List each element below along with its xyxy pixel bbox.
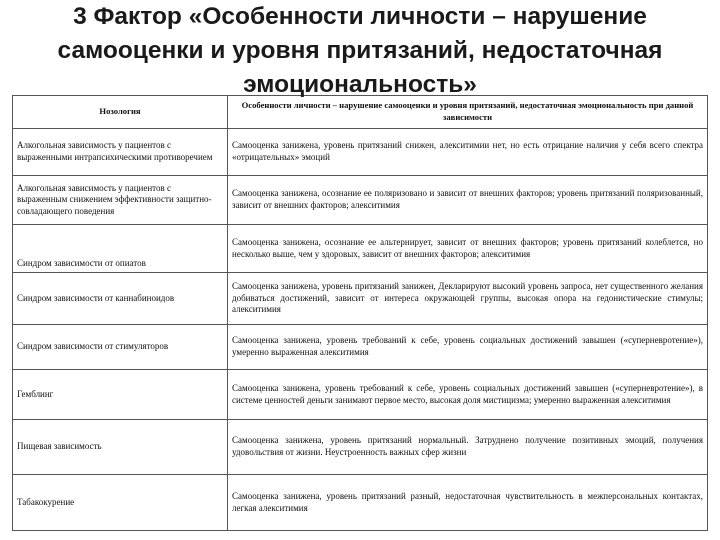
nosology-cell: Пищевая зависимость bbox=[13, 420, 228, 475]
nosology-cell: Гемблинг bbox=[13, 370, 228, 420]
table-row bbox=[13, 370, 708, 420]
description-cell: Самооценка занижена, уровень притязаний нормальный. Затруднено получение позитивных эмоций, получения удовольствия от жизни. Неустроенность важных сфер жизни bbox=[228, 420, 708, 475]
description-cell: Самооценка занижена, уровень притязаний разный, недостаточная чувствительность в межперсональных контактах, легкая алекситимия bbox=[228, 475, 708, 531]
nosology-cell: Алкогольная зависимость у пациентов с выраженными интрапсихическими противоречием bbox=[13, 129, 228, 176]
table-row bbox=[13, 176, 708, 225]
table-row bbox=[13, 129, 708, 176]
table-row bbox=[13, 225, 708, 273]
title-line-2: самооценки и уровня притязаний, недостаточная bbox=[57, 37, 663, 64]
header-personality-features: Особенности личности – нарушение самооценки и уровня притязаний, недостаточная эмоциональность при данной зависимости bbox=[228, 96, 708, 129]
nosology-cell: Алкогольная зависимость у пациентов с выраженным снижением эффективности защитно-совладающего поведения bbox=[13, 176, 228, 225]
nosology-cell: Синдром зависимости от каннабиноидов bbox=[13, 273, 228, 325]
nosology-table bbox=[12, 95, 708, 531]
slide-title bbox=[0, 0, 720, 102]
table-row bbox=[13, 420, 708, 475]
table-row bbox=[13, 325, 708, 370]
table-row bbox=[13, 273, 708, 325]
nosology-cell: Табакокурение bbox=[13, 475, 228, 531]
description-cell: Самооценка занижена, осознание ее альтернирует, зависит от внешних факторов; уровень притязаний колеблется, но несколько выше, чем у здоровых, зависит от внешних факторов; алекситимия bbox=[228, 225, 708, 273]
description-cell: Самооценка занижена, уровень требований к себе, уровень социальных достижений завышен («суперневротение»), умеренно выраженная алекситимия bbox=[228, 325, 708, 370]
nosology-cell: Синдром зависимости от опиатов bbox=[13, 225, 228, 273]
description-cell: Самооценка занижена, уровень притязаний занижен, Декларируют высокий уровень запроса, нет существенного желания добиваться достижений, зависит от интереса окружающей группы, высокая опора на гедонистические стимулы; алекситимия bbox=[228, 273, 708, 325]
description-cell: Самооценка занижена, уровень требований к себе, уровень социальных достижений завышен («суперневротение»), в системе ценностей деньги занимают первое место, высокая доля мистицизма; умеренно выраженная алекситимия bbox=[228, 370, 708, 420]
table-row bbox=[13, 475, 708, 531]
title-line-1: 3 Фактор «Особенности личности – нарушение bbox=[73, 3, 647, 30]
header-nosology: Нозология bbox=[13, 96, 228, 129]
nosology-cell: Синдром зависимости от стимуляторов bbox=[13, 325, 228, 370]
title-line-3: эмоциональность» bbox=[243, 71, 477, 98]
description-cell: Самооценка занижена, уровень притязаний снижен, алекситимии нет, но есть отрицание наличия у себя всего спектра «отрицательных» эмоций bbox=[228, 129, 708, 176]
description-cell: Самооценка занижена, осознание ее поляризовано и зависит от внешних факторов; уровень притязаний поляризованный, зависит от внешних факторов; алекситимия bbox=[228, 176, 708, 225]
